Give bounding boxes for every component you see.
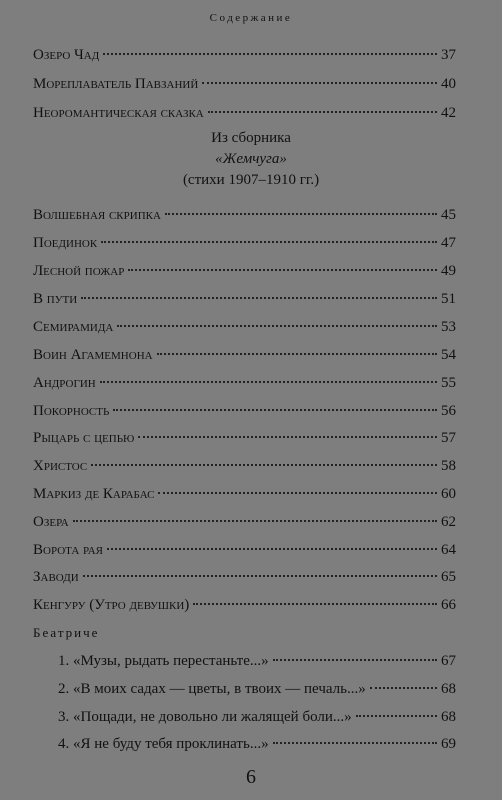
- toc-entry: [33, 46, 456, 64]
- toc-entry-page: 45: [441, 207, 456, 223]
- toc-subentry: [58, 652, 456, 670]
- toc-entry-page: 60: [441, 486, 456, 502]
- toc-entry-page: 49: [441, 263, 456, 279]
- dot-leader: [273, 659, 437, 661]
- dot-leader: [157, 353, 437, 355]
- page-number: 6: [246, 766, 256, 788]
- section-line3: (стихи 1907–1910 гг.): [182, 172, 320, 188]
- toc-entry-page: 47: [441, 235, 456, 251]
- toc-entry-page: 54: [441, 347, 456, 363]
- dot-leader: [113, 409, 437, 411]
- toc-entry-page: 53: [441, 319, 456, 335]
- dot-leader: [138, 436, 437, 438]
- toc-entry: [33, 596, 456, 614]
- toc-entry-title: Поединок: [33, 235, 98, 251]
- toc-entry-title: Воин Агамемнона: [33, 347, 153, 363]
- dot-leader: [101, 241, 437, 243]
- toc-entry-title: Покорность: [33, 403, 110, 419]
- toc-entry-title: Озера: [33, 514, 69, 530]
- toc-entry-page: 62: [441, 514, 456, 530]
- toc-entry: [33, 75, 456, 93]
- dot-leader: [117, 325, 437, 327]
- toc-entry-title: Семирамида: [33, 319, 114, 335]
- toc-entry-title: В пути: [33, 291, 78, 307]
- dot-leader: [100, 381, 437, 383]
- toc-entry-page: 57: [441, 430, 456, 446]
- toc-entry: [33, 290, 456, 308]
- toc-entry-title: Рыцарь с цепью: [33, 430, 135, 446]
- toc-entry: [33, 206, 456, 224]
- dot-leader: [103, 53, 437, 55]
- dot-leader: [370, 687, 437, 689]
- toc-entry-title: Озеро Чад: [33, 47, 100, 63]
- toc-entry: [33, 568, 456, 586]
- toc-entry: [33, 346, 456, 364]
- toc-entry: [33, 104, 456, 122]
- dot-leader: [165, 213, 437, 215]
- toc-entry-title: Заводи: [33, 569, 79, 585]
- toc-subentry: [58, 680, 456, 698]
- section-line1: Из сборника: [211, 130, 291, 146]
- dot-leader: [158, 492, 437, 494]
- toc-entry-page: 40: [441, 76, 456, 92]
- toc-entry-title: 1. «Музы, рыдать перестаньте...»: [58, 653, 269, 669]
- toc-entry-page: 56: [441, 403, 456, 419]
- running-header: Содержание: [209, 12, 293, 24]
- toc-entry-title: Лесной пожар: [33, 263, 125, 279]
- dot-leader: [83, 575, 437, 577]
- toc-entry-page: 69: [441, 736, 456, 752]
- dot-leader: [91, 464, 437, 466]
- toc-entry-page: 37: [441, 47, 456, 63]
- dot-leader: [202, 82, 437, 84]
- toc-entry: [33, 429, 456, 447]
- toc-entry-title: Ворота рая: [33, 542, 104, 558]
- toc-entry-title: Христос: [33, 458, 88, 474]
- toc-entry-title: Волшебная скрипка: [33, 207, 161, 223]
- dot-leader: [107, 548, 437, 550]
- dot-leader: [356, 715, 437, 717]
- dot-leader: [81, 297, 437, 299]
- dot-leader: [73, 520, 437, 522]
- toc-entry: [33, 234, 456, 252]
- toc-entry-title: Неоромантическая сказка: [33, 105, 204, 121]
- toc-entry-page: 64: [441, 542, 456, 558]
- toc-entry: [33, 402, 456, 420]
- toc-entry: [33, 262, 456, 280]
- toc-entry-title: Маркиз де Карабас: [33, 486, 155, 502]
- toc-entry-title: Кенгуру (Утро девушки): [33, 597, 190, 613]
- toc-entry: [33, 541, 456, 559]
- toc-entry-title: Андрогин: [33, 375, 96, 391]
- section-heading: [0, 128, 502, 191]
- toc-entry-page: 67: [441, 653, 456, 669]
- toc-entry-page: 65: [441, 569, 456, 585]
- dot-leader: [193, 603, 437, 605]
- toc-entry-page: 55: [441, 375, 456, 391]
- toc-entry-page: 42: [441, 105, 456, 121]
- toc-entry-title: 3. «Пощади, не довольно ли жалящей боли...»: [58, 709, 352, 725]
- dot-leader: [128, 269, 437, 271]
- toc-entry: [33, 513, 456, 531]
- toc-entry-title: 2. «В моих садах — цветы, в твоих — печаль...»: [58, 681, 366, 697]
- toc-entry: [33, 374, 456, 392]
- toc-entry-page: 68: [441, 681, 456, 697]
- dot-leader: [273, 742, 437, 744]
- toc-subentry: [58, 735, 456, 753]
- toc-entry: [33, 485, 456, 503]
- toc-entry: [33, 318, 456, 336]
- toc-entry-page: 51: [441, 291, 456, 307]
- toc-entry-title: Мореплаватель Павзаний: [33, 76, 199, 92]
- toc-subentry: [58, 708, 456, 726]
- toc-entry-page: 68: [441, 709, 456, 725]
- toc-entry-page: 58: [441, 458, 456, 474]
- subsection-heading: Беатриче: [33, 625, 100, 640]
- toc-entry-page: 66: [441, 597, 456, 613]
- dot-leader: [208, 111, 437, 113]
- toc-entry: [33, 457, 456, 475]
- toc-entry-title: 4. «Я не буду тебя проклинать...»: [58, 736, 269, 752]
- section-line2: «Жемчуга»: [215, 151, 287, 167]
